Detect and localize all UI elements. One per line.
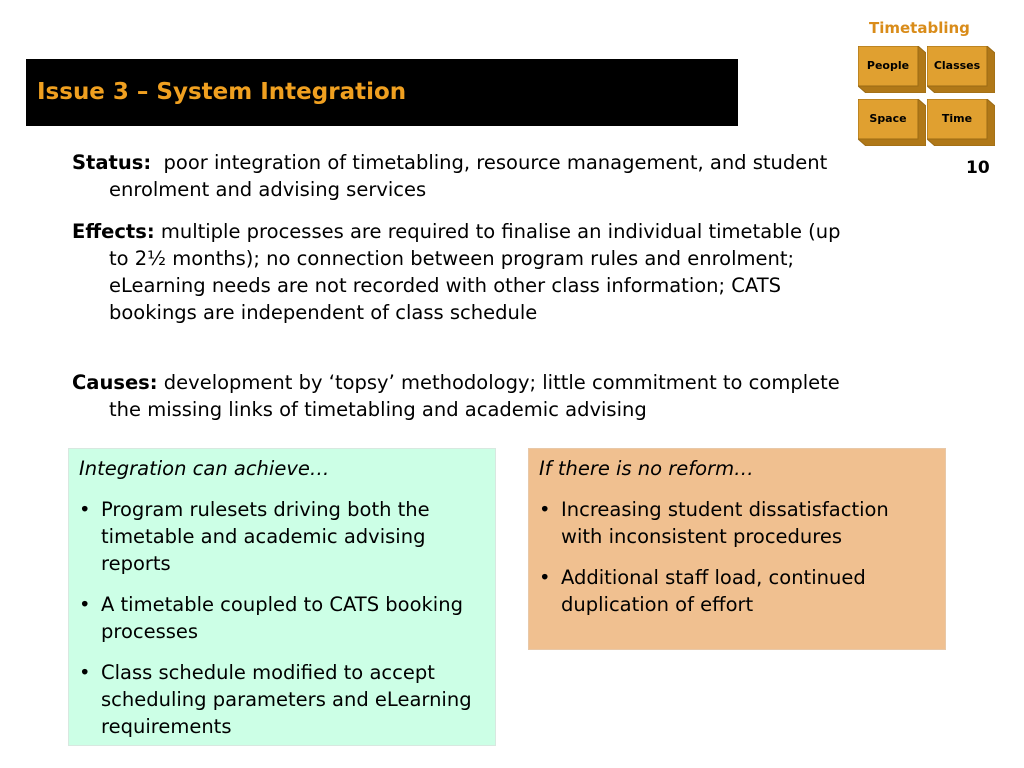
no-reform-panel	[528, 448, 946, 650]
list-item-text: Program rulesets driving both the timetable and academic advising reports	[101, 498, 430, 575]
effects-label: Effects:	[72, 220, 155, 243]
causes-label: Causes:	[72, 371, 158, 394]
status-paragraph	[72, 149, 862, 203]
status-text: poor integration of timetabling, resource management, and student enrolment and advising services	[109, 151, 828, 201]
list-item	[539, 564, 935, 618]
slide-title: Issue 3 – System Integration	[37, 79, 407, 105]
time-box-label: Time	[941, 112, 973, 125]
space-box-label: Space	[869, 112, 907, 125]
list-item-text: Increasing student dissatisfaction with inconsistent procedures	[561, 498, 889, 548]
classes-box	[927, 46, 995, 93]
effects-text: multiple processes are required to finalise an individual timetable (up to 2½ months); no connection between program rules and enrolment; eLearning needs are not recorded with other class information; CATS bookings are independent of class schedule	[109, 220, 841, 324]
bullet-marker: •	[539, 498, 551, 521]
effects-paragraph	[72, 218, 862, 326]
page-number: 10	[966, 158, 990, 178]
causes-text: development by ‘topsy’ methodology; little commitment to complete the missing links of timetabling and academic advising	[109, 371, 840, 421]
causes-paragraph	[72, 369, 862, 423]
no-reform-heading: If there is no reform…	[539, 457, 754, 480]
people-box-label: People	[866, 59, 910, 72]
bullet-marker: •	[539, 566, 551, 589]
integration-heading: Integration can achieve…	[79, 457, 330, 480]
timetabling-label: Timetabling	[869, 19, 970, 37]
bullet-marker: •	[79, 661, 91, 684]
list-item-text: Class schedule modified to accept scheduling parameters and eLearning requirements	[101, 661, 472, 738]
list-item	[79, 591, 485, 645]
list-item	[79, 496, 485, 577]
space-box	[858, 99, 926, 146]
time-box	[927, 99, 995, 146]
title-bar	[26, 59, 738, 126]
list-item-text: Additional staff load, continued duplication of effort	[561, 566, 866, 616]
bullet-marker: •	[79, 593, 91, 616]
list-item-text: A timetable coupled to CATS booking processes	[101, 593, 463, 643]
list-item	[539, 496, 935, 550]
people-box	[858, 46, 926, 93]
classes-box-label: Classes	[933, 59, 981, 72]
list-item	[79, 659, 485, 740]
bullet-marker: •	[79, 498, 91, 521]
integration-panel	[68, 448, 496, 746]
status-label: Status:	[72, 151, 152, 174]
